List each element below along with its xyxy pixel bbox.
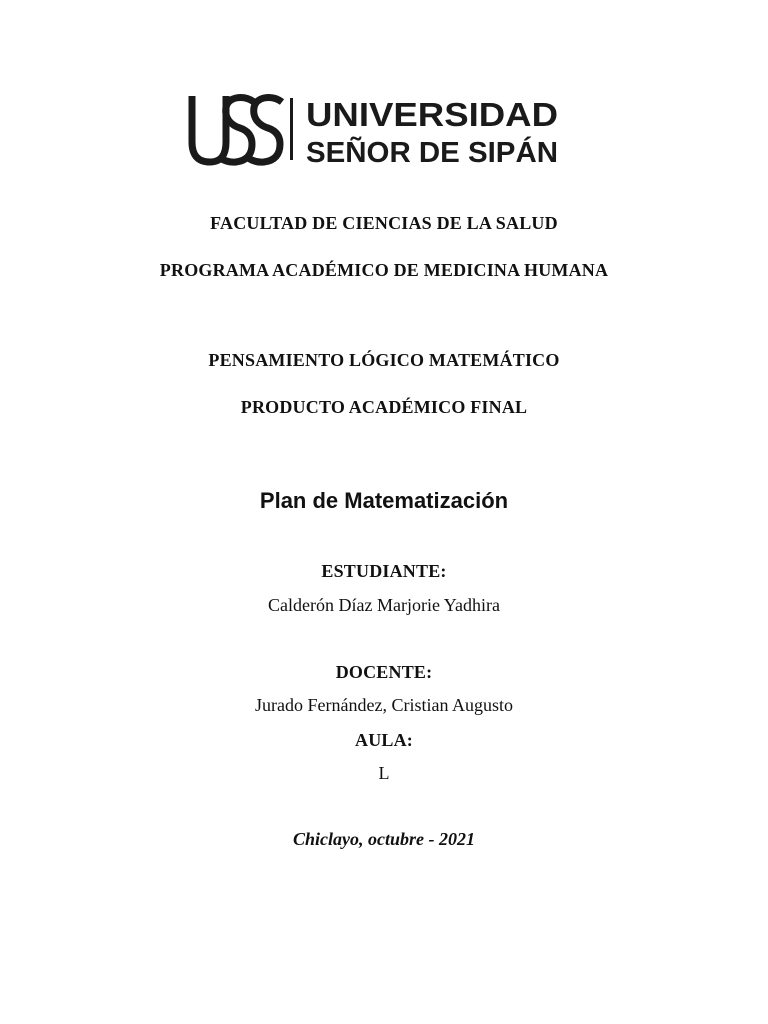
product-heading: PRODUCTO ACADÉMICO FINAL xyxy=(240,397,528,417)
faculty-heading: FACULTAD DE CIENCIAS DE LA SALUD xyxy=(210,213,558,233)
university-logo xyxy=(186,92,566,168)
document-title: Plan de Matematización xyxy=(259,488,509,513)
student-label: ESTUDIANTE: xyxy=(321,561,447,581)
program-heading: PROGRAMA ACADÉMICO DE MEDICINA HUMANA xyxy=(159,260,609,280)
uss-monogram-icon xyxy=(192,96,282,162)
logo-divider xyxy=(290,98,293,160)
teacher-label: DOCENTE: xyxy=(335,662,433,682)
logo-line1: UNIVERSIDAD xyxy=(306,96,558,133)
course-heading: PENSAMIENTO LÓGICO MATEMÁTICO xyxy=(208,350,560,370)
student-name: Calderón Díaz Marjorie Yadhira xyxy=(268,595,500,615)
logo-line2: SEÑOR DE SIPÁN xyxy=(306,137,555,168)
classroom-value: L xyxy=(378,763,390,783)
teacher-name: Jurado Fernández, Cristian Augusto xyxy=(255,695,513,715)
place-date: Chiclayo, octubre - 2021 xyxy=(293,829,475,849)
classroom-label: AULA: xyxy=(355,730,413,750)
